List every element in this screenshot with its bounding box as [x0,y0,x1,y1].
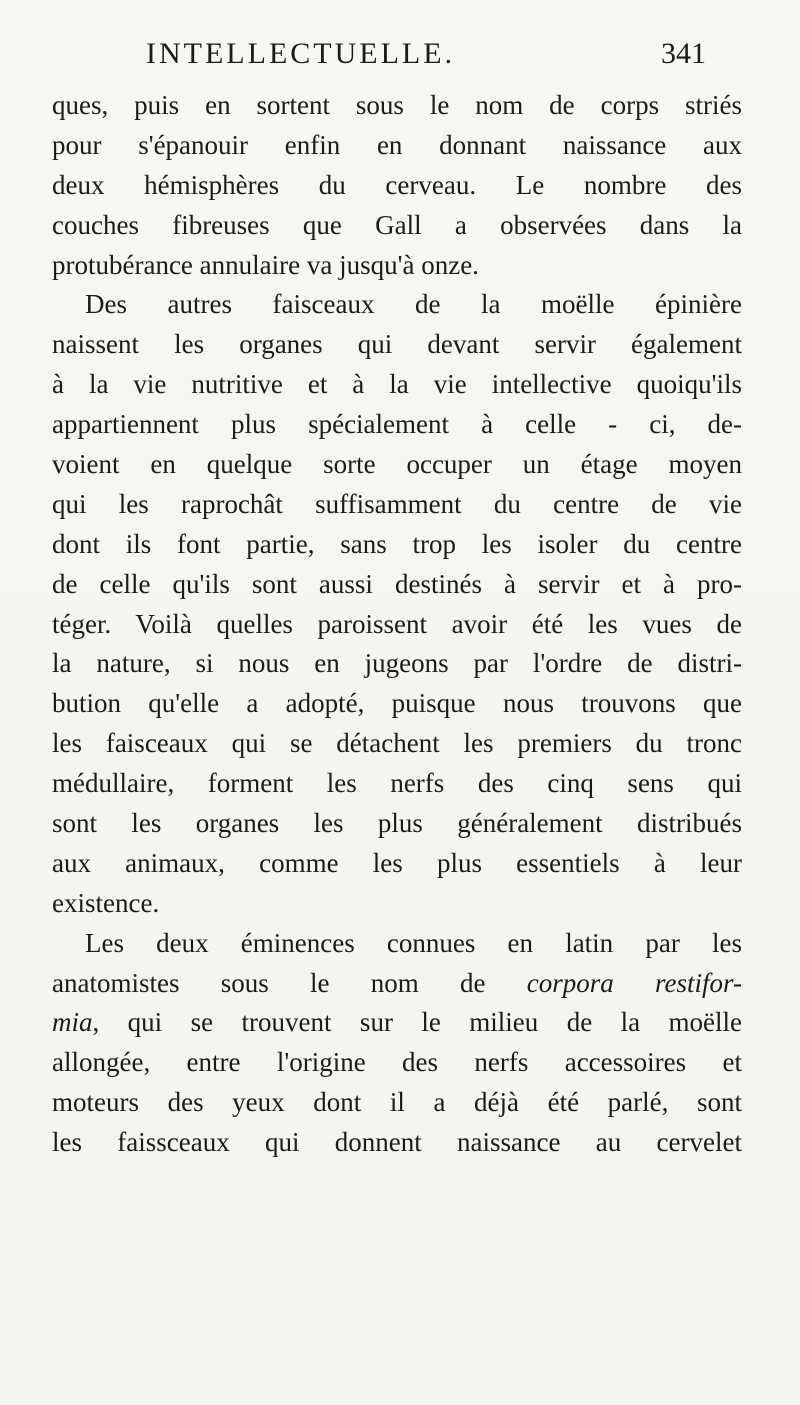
italic-latin-term: mia [52,1007,93,1038]
text-segment: anatomistes sous le nom de [52,967,527,998]
text-line [52,964,742,1004]
running-title: INTELLECTUELLE. [146,37,456,70]
text-line: existence. [52,887,160,918]
text-line: de celle qu'ils sont aussi destinés à servir et à pro- [52,568,742,599]
running-head [146,34,706,74]
text-line: téger. Voilà quelles paroissent avoir été les vues de [52,608,742,639]
text-line [52,1003,742,1043]
text-line: protubérance annulaire va jusqu'à onze. [52,249,479,280]
text-segment: , qui se trouvent sur le milieu de la moëlle [92,1007,742,1038]
body-text [52,86,742,1163]
text-line: sont les organes les plus généralement distribués [52,808,742,839]
text-line: pour s'épanouir enfin en donnant naissance aux [52,129,742,160]
italic-latin-term: corpora restifor- [526,967,742,998]
text-line: naissent les organes qui devant servir également [52,329,742,360]
text-line: la nature, si nous en jugeons par l'ordre de distri- [52,648,742,679]
text-line: les faissceaux qui donnent naissance au cervelet [52,1127,742,1158]
text-line: Les deux éminences connues en latin par les [85,927,742,958]
text-line: ques, puis en sortent sous le nom de corps striés [52,90,742,120]
text-line: appartiennent plus spécialement à celle - ci, de- [52,409,742,440]
text-line: médullaire, forment les nerfs des cinq sens qui [52,768,742,799]
text-line: bution qu'elle a adopté, puisque nous trouvons que [52,688,742,719]
text-line: dont ils font partie, sans trop les isoler du centre [52,528,742,559]
text-line: allongée, entre l'origine des nerfs accessoires et [52,1047,742,1078]
text-line: qui les raprochât suffisamment du centre de vie [52,488,742,519]
page-corner-mark [0,0,21,40]
text-line: couches fibreuses que Gall a observées dans la [52,209,742,240]
page-number: 341 [661,37,706,70]
text-line: Des autres faisceaux de la moëlle épinière [85,289,742,320]
text-line: les faisceaux qui se détachent les premiers du tronc [52,728,742,759]
text-line: voient en quelque sorte occuper un étage moyen [52,449,742,480]
text-line: moteurs des yeux dont il a déjà été parlé, sont [52,1087,742,1118]
text-line: à la vie nutritive et à la vie intellective quoiqu'ils [52,369,742,400]
text-line: deux hémisphères du cerveau. Le nombre des [52,169,742,200]
text-line: aux animaux, comme les plus essentiels à leur [52,847,742,878]
